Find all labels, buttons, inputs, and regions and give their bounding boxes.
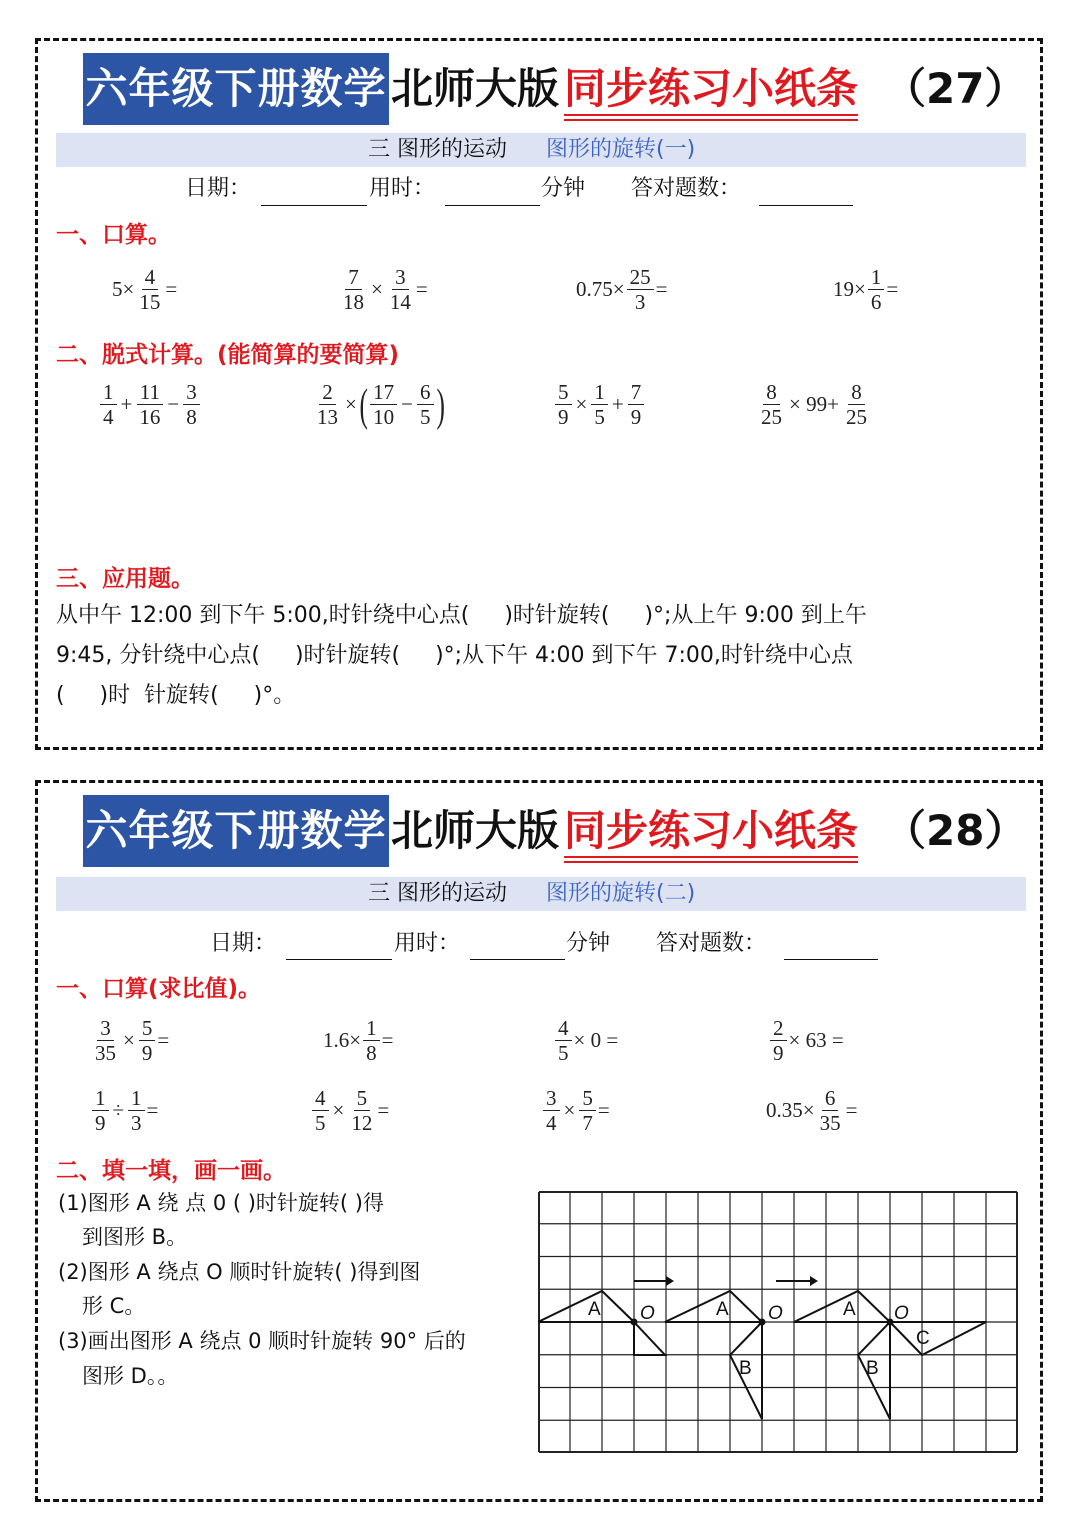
oral-expr-r2c1 bbox=[90, 1087, 158, 1134]
denominator: 5 bbox=[594, 405, 605, 429]
fraction bbox=[817, 1087, 844, 1134]
sheet-number: （28） bbox=[884, 806, 1027, 855]
fraction bbox=[92, 1087, 109, 1134]
calc-expr-3 bbox=[553, 381, 646, 428]
denominator: 9 bbox=[773, 1041, 784, 1065]
label-a: A bbox=[843, 1299, 856, 1320]
numerator: 5 bbox=[579, 1087, 596, 1111]
fraction bbox=[136, 266, 163, 313]
time-label: 用时： bbox=[369, 176, 436, 201]
numerator: 4 bbox=[555, 1017, 572, 1041]
numerator: 6 bbox=[417, 381, 434, 405]
numerator: 3 bbox=[183, 381, 200, 405]
numerator: 1 bbox=[868, 266, 885, 290]
fraction bbox=[591, 381, 608, 428]
fraction bbox=[136, 381, 163, 428]
denominator: 9 bbox=[141, 1041, 153, 1065]
denominator: 9 bbox=[630, 405, 642, 429]
question-3-line-2: 图形 D。。 bbox=[82, 1364, 179, 1388]
numerator: 5 bbox=[555, 381, 572, 405]
numerator: 7 bbox=[345, 266, 362, 290]
fraction bbox=[843, 381, 870, 428]
fraction bbox=[312, 1087, 329, 1134]
title-practice-text: 同步练习小纸条 bbox=[564, 64, 859, 113]
topic-bar bbox=[56, 133, 1026, 167]
equals-sign: = bbox=[146, 1098, 159, 1122]
operand: 19× bbox=[833, 277, 866, 301]
numerator: 8 bbox=[848, 381, 865, 405]
label-c: C bbox=[916, 1328, 930, 1349]
denominator: 18 bbox=[343, 290, 364, 314]
oral-expr-r2c3 bbox=[541, 1087, 610, 1134]
operator: × 99+ bbox=[789, 392, 839, 416]
denominator: 25 bbox=[845, 405, 867, 429]
correct-label: 答对题数： bbox=[631, 176, 742, 201]
fraction bbox=[417, 381, 434, 428]
fraction bbox=[627, 266, 654, 313]
application-line: 从中午 12:00 到下午 5:00,时针绕中心点( )时针旋转( )°;从上午 9:00 到上午 bbox=[56, 603, 867, 628]
denominator: 16 bbox=[139, 405, 161, 429]
minute-label: 分钟 bbox=[566, 931, 611, 956]
fraction bbox=[100, 381, 117, 428]
figure-a-right bbox=[794, 1291, 890, 1322]
equals-sign: = bbox=[381, 1028, 394, 1052]
fraction bbox=[128, 1087, 145, 1134]
equals-sign: = bbox=[377, 1098, 390, 1122]
date-label: 日期： bbox=[185, 176, 252, 201]
minute-label: 分钟 bbox=[541, 176, 586, 201]
arrow-head-icon bbox=[810, 1276, 818, 1286]
numerator: 3 bbox=[97, 1017, 114, 1041]
calc-expr-2 bbox=[312, 378, 445, 430]
numerator: 1 bbox=[100, 381, 117, 405]
question-3-line-1: (3)画出图形 A 绕点 0 顺时针旋转 90° 后的 bbox=[58, 1329, 466, 1353]
figure-b-left bbox=[634, 1322, 665, 1355]
equals-sign: = bbox=[845, 1098, 858, 1122]
oral-expr-r1c2 bbox=[323, 1017, 393, 1064]
rotation-grid-figure[interactable] bbox=[538, 1191, 1018, 1453]
operator: − bbox=[167, 392, 180, 416]
numerator: 3 bbox=[543, 1087, 560, 1111]
denominator: 8 bbox=[366, 1041, 377, 1065]
denominator: 12 bbox=[351, 1111, 373, 1135]
title-practice bbox=[564, 795, 858, 867]
numerator: 1 bbox=[363, 1017, 380, 1041]
oral-expr-2 bbox=[338, 266, 428, 313]
section-oral-ratio: 一、口算(求比值)。 bbox=[56, 976, 262, 1002]
worksheet-27 bbox=[35, 38, 1043, 750]
oral-expr-r1c4 bbox=[768, 1017, 844, 1064]
fraction bbox=[543, 1087, 560, 1134]
numerator: 3 bbox=[392, 266, 409, 290]
operator: + bbox=[120, 392, 133, 416]
operand: 0.75× bbox=[576, 277, 625, 301]
title-edition: 北师大版 bbox=[391, 806, 560, 855]
figure-a-left bbox=[538, 1291, 634, 1322]
fraction bbox=[868, 266, 885, 313]
equals-sign: = bbox=[157, 1028, 170, 1052]
fraction bbox=[770, 1017, 787, 1064]
denominator: 9 bbox=[558, 405, 569, 429]
numerator: 4 bbox=[312, 1087, 329, 1111]
equals-sign: = bbox=[165, 277, 178, 301]
denominator: 6 bbox=[870, 290, 882, 314]
operator: × bbox=[332, 1098, 345, 1122]
fraction bbox=[348, 1087, 375, 1134]
question-1-line-2: 到图形 B。 bbox=[82, 1225, 188, 1249]
denominator: 9 bbox=[95, 1111, 106, 1135]
denominator: 4 bbox=[546, 1111, 557, 1135]
label-a: A bbox=[716, 1299, 729, 1320]
label-b: B bbox=[739, 1358, 752, 1379]
application-line: 9:45, 分针绕中心点( )时针旋转( )°;从下午 4:00 到下午 7:00,时针绕中心点 bbox=[56, 643, 853, 668]
numerator: 7 bbox=[628, 381, 645, 405]
operator: × bbox=[575, 392, 588, 416]
denominator: 25 bbox=[761, 405, 782, 429]
title-grade-label: 六年级下册数学 bbox=[83, 795, 389, 867]
underline bbox=[564, 114, 858, 116]
denominator: 14 bbox=[389, 290, 411, 314]
sheet-number: （27） bbox=[884, 64, 1027, 113]
numerator: 1 bbox=[128, 1087, 145, 1111]
denominator: 10 bbox=[373, 405, 395, 429]
fraction bbox=[758, 381, 785, 428]
point-o bbox=[887, 1319, 894, 1326]
numerator: 5 bbox=[139, 1017, 156, 1041]
oral-expr-r1c1 bbox=[90, 1017, 169, 1064]
fraction bbox=[314, 381, 341, 428]
oral-expr-1 bbox=[112, 266, 177, 313]
operand: × 0 = bbox=[573, 1028, 619, 1052]
calc-expr-1 bbox=[98, 381, 202, 428]
title-edition: 北师大版 bbox=[391, 64, 560, 113]
fraction bbox=[555, 1017, 572, 1064]
oral-expr-4 bbox=[833, 266, 898, 313]
point-o bbox=[759, 1319, 766, 1326]
numerator: 5 bbox=[354, 1087, 371, 1111]
unit-label: 三 图形的运动 bbox=[368, 881, 507, 906]
question-2-line-2: 形 C。 bbox=[82, 1294, 146, 1318]
correct-label: 答对题数： bbox=[656, 931, 767, 956]
left-paren: ( bbox=[359, 378, 368, 430]
numerator: 6 bbox=[822, 1087, 839, 1111]
denominator: 5 bbox=[558, 1041, 569, 1065]
operator: × bbox=[563, 1098, 576, 1122]
underline bbox=[564, 119, 858, 121]
arrow-head-icon bbox=[666, 1276, 674, 1286]
numerator: 2 bbox=[770, 1017, 787, 1041]
numerator: 1 bbox=[591, 381, 608, 405]
fraction bbox=[183, 381, 200, 428]
section-oral: 一、口算。 bbox=[56, 222, 171, 248]
operator: × bbox=[123, 1028, 135, 1052]
unit-label: 三 图形的运动 bbox=[368, 137, 507, 162]
fraction bbox=[370, 381, 397, 428]
date-blank[interactable] bbox=[286, 959, 392, 960]
oral-expr-r2c4 bbox=[766, 1087, 857, 1134]
operator: × bbox=[371, 277, 383, 301]
date-blank[interactable] bbox=[261, 205, 367, 206]
numerator: 2 bbox=[319, 381, 336, 405]
denominator: 3 bbox=[131, 1111, 142, 1135]
section-calc: 二、脱式计算。(能简算的要简算) bbox=[56, 342, 400, 368]
fraction bbox=[363, 1017, 380, 1064]
fraction bbox=[555, 381, 572, 428]
operand: 5× bbox=[112, 277, 135, 301]
time-blank[interactable] bbox=[470, 959, 565, 960]
label-b: B bbox=[866, 1358, 879, 1379]
denominator: 4 bbox=[103, 405, 114, 429]
label-o: O bbox=[640, 1303, 655, 1324]
numerator: 25 bbox=[627, 266, 654, 290]
underline bbox=[564, 856, 858, 858]
equals-sign: = bbox=[886, 277, 899, 301]
title-practice bbox=[564, 53, 858, 125]
denominator: 35 bbox=[819, 1111, 841, 1135]
title-grade-label: 六年级下册数学 bbox=[83, 53, 389, 125]
denominator: 5 bbox=[420, 405, 431, 429]
numerator: 8 bbox=[763, 381, 780, 405]
denominator: 15 bbox=[139, 290, 161, 314]
question-1-line-1: (1)图形 A 绕 点 0 ( )时针旋转( )得 bbox=[58, 1191, 384, 1215]
equals-sign: = bbox=[655, 277, 668, 301]
figure-c-right bbox=[890, 1322, 986, 1355]
operator: × bbox=[345, 392, 357, 416]
title-practice-text: 同步练习小纸条 bbox=[564, 806, 859, 855]
figure-a-middle bbox=[665, 1291, 762, 1322]
application-text bbox=[56, 596, 1031, 716]
fraction bbox=[579, 1087, 596, 1134]
fraction bbox=[340, 266, 367, 313]
denominator: 35 bbox=[95, 1041, 116, 1065]
numerator: 1 bbox=[92, 1087, 109, 1111]
operand: 0.35× bbox=[766, 1098, 815, 1122]
section-application: 三、应用题。 bbox=[56, 566, 194, 592]
section-fill-draw: 二、填一填，画一画。 bbox=[56, 1158, 286, 1184]
fraction bbox=[139, 1017, 156, 1064]
denominator: 8 bbox=[186, 405, 197, 429]
denominator: 5 bbox=[315, 1111, 326, 1135]
topic-label: 图形的旋转(二) bbox=[546, 881, 696, 906]
denominator: 13 bbox=[317, 405, 338, 429]
equals-sign: = bbox=[597, 1098, 610, 1122]
right-paren: ) bbox=[435, 378, 445, 430]
topic-bar bbox=[56, 877, 1026, 911]
operator: ÷ bbox=[112, 1098, 125, 1122]
topic-label: 图形的旋转(一) bbox=[546, 137, 696, 162]
correct-blank[interactable] bbox=[784, 959, 878, 960]
oral-expr-3 bbox=[576, 266, 667, 313]
label-o: O bbox=[894, 1303, 909, 1324]
time-blank[interactable] bbox=[445, 205, 540, 206]
calc-expr-4 bbox=[756, 381, 872, 428]
point-o bbox=[631, 1319, 638, 1326]
worksheet-28 bbox=[35, 780, 1043, 1502]
application-line: ( )时 针旋转( )°。 bbox=[56, 683, 296, 708]
denominator: 7 bbox=[582, 1111, 593, 1135]
time-label: 用时： bbox=[394, 931, 461, 956]
numerator: 11 bbox=[137, 381, 163, 405]
fraction bbox=[628, 381, 645, 428]
date-label: 日期： bbox=[210, 931, 277, 956]
operand: 1.6× bbox=[323, 1028, 362, 1052]
underline bbox=[564, 861, 858, 863]
question-2-line-1: (2)图形 A 绕点 O 顺时针旋转( )得到图 bbox=[58, 1260, 421, 1284]
operand: × 63 = bbox=[788, 1028, 844, 1052]
fraction bbox=[387, 266, 414, 313]
numerator: 4 bbox=[142, 266, 159, 290]
numerator: 17 bbox=[370, 381, 397, 405]
operator: + bbox=[611, 392, 624, 416]
equals-sign: = bbox=[415, 277, 428, 301]
oral-expr-r1c3 bbox=[553, 1017, 618, 1064]
operator: − bbox=[401, 392, 414, 416]
denominator: 3 bbox=[634, 290, 646, 314]
fraction bbox=[92, 1017, 119, 1064]
label-a: A bbox=[588, 1299, 601, 1320]
correct-blank[interactable] bbox=[759, 205, 853, 206]
label-o: O bbox=[768, 1303, 783, 1324]
oral-expr-r2c2 bbox=[310, 1087, 389, 1134]
